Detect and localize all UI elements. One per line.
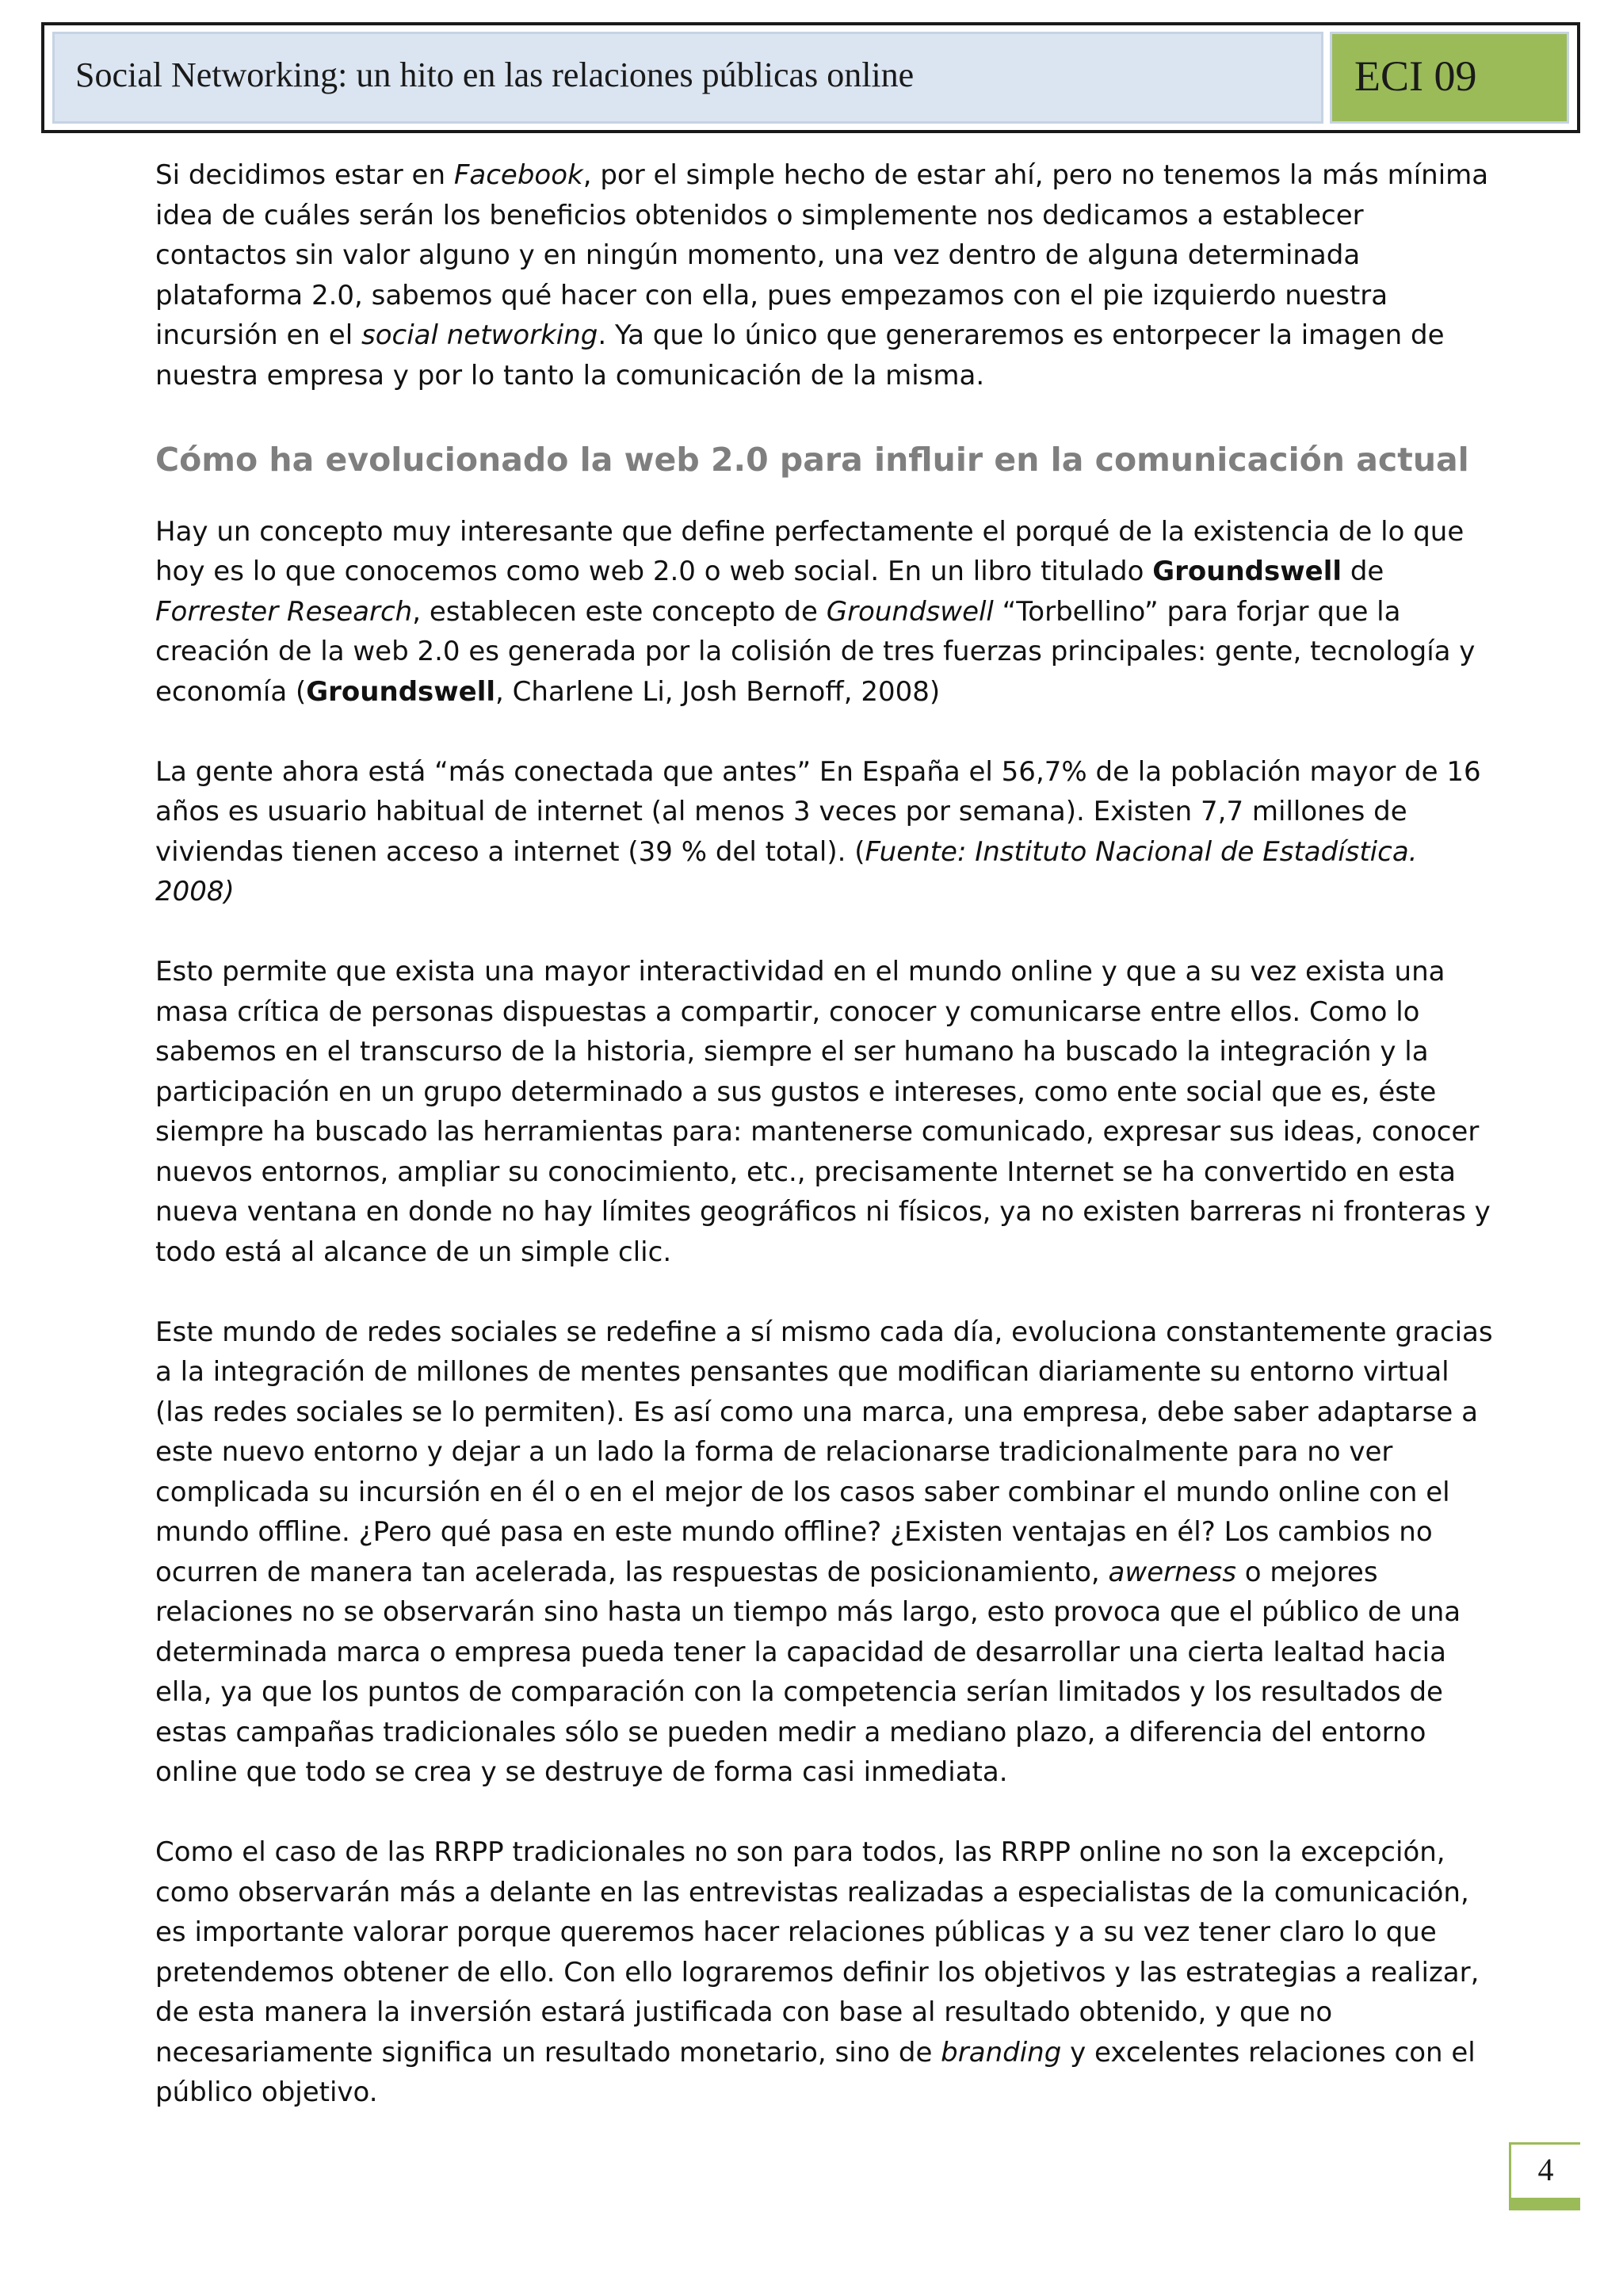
paragraph-6: Como el caso de las RRPP tradicionales no son para todos, las RRPP online no son la excepción, como observarán más a delante en las entrevistas realizadas a especialistas de la comunicación, es importante valorar porque queremos hacer relaciones públicas y a su vez tener claro lo que pretendemos obtener de ello. Con ello lograremos definir los objetivos y las estrategias a realizar, de esta manera la inversión estará justificada con base al resultado obtenido, y que no necesariamente significa un resultado monetario, sino de branding y excelentes relaciones con el público objetivo. <box>155 1836 1480 2108</box>
document-code: ECI 09 <box>1354 52 1477 100</box>
paragraph-3: La gente ahora está “más conectada que antes” En España el 56,7% de la población mayor de 16 años es usuario habitual de internet (al menos 3 veces por semana). Existen 7,7 millones de viviendas tienen acceso a internet (39 % del total). (Fuente: Instituto Nacional de Estadística. 2008) <box>155 755 1481 907</box>
bold-groundswell: Groundswell <box>1152 556 1342 587</box>
paragraph-2: Hay un concepto muy interesante que define perfectamente el porqué de la existencia de lo que hoy es lo que conocemos como web 2.0 o web social. En un libro titulado Groundswell de Forrester Research, establecen este concepto de Groundswell “Torbellino” para forjar que la creación de la web 2.0 es generada por la colisión de tres fuerzas principales: gente, tecnología y economía (Groundswell, Charlene Li, Josh Bernoff, 2008) <box>155 515 1476 708</box>
page-number-bar <box>1509 2198 1580 2210</box>
header-code-box <box>1330 32 1569 124</box>
paragraph-1: Si decidimos estar en Facebook, por el simple hecho de estar ahí, pero no tenemos la más mínima idea de cuáles serán los beneficios obtenidos o simplemente nos dedicamos a establecer contactos sin valor alguno y en ningún momento, una vez dentro de alguna determinada plataforma 2.0, sabemos qué hacer con ella, pues empezamos con el pie izquierdo nuestra incursión en el social networking. Ya que lo único que generaremos es entorpecer la imagen de nuestra empresa y por lo tanto la comunicación de la misma. <box>155 159 1489 392</box>
emphasis-awerness: awerness <box>1108 1556 1236 1588</box>
section-heading: Cómo ha evolucionado la web 2.0 para influir en la comunicación actual <box>155 440 1469 479</box>
page-number-box <box>1509 2142 1580 2198</box>
paragraph-5: Este mundo de redes sociales se redefine a sí mismo cada día, evoluciona constantemente gracias a la integración de millones de mentes pensantes que modifican diariamente su entorno virtual (las redes sociales se lo permiten). Es así como una marca, una empresa, debe saber adaptarse a este nuevo entorno y dejar a un lado la forma de relacionarse tradicionalmente para no ver complicada su incursión en él o en el mejor de los casos saber combinar el mundo online con el mundo offline. ¿Pero qué pasa en este mundo offline? ¿Existen ventajas en él? Los cambios no ocurren de manera tan acelerada, las respuestas de posicionamiento, awerness o mejores relaciones no se observarán sino hasta un tiempo más largo, esto provoca que el público de una determinada marca o empresa pueda tener la capacidad de desarrollar una cierta lealtad hacia ella, ya que los puntos de comparación con la competencia serían limitados y los resultados de estas campañas tradicionales sólo se pueden medir a mediano plazo, a diferencia del entorno online que todo se crea y se destruye de forma casi inmediata. <box>155 1316 1493 1788</box>
header-title-box <box>52 32 1323 124</box>
bold-groundswell-citation: Groundswell <box>306 675 496 708</box>
emphasis-forrester: Forrester Research <box>155 595 413 628</box>
emphasis-branding: branding <box>941 2036 1062 2069</box>
emphasis-source: Fuente: Instituto Nacional de Estadística. 2008) <box>155 835 1418 907</box>
paragraph-4: Esto permite que exista una mayor interactividad en el mundo online y que a su vez exista una masa crítica de personas dispuestas a compartir, conocer y comunicarse entre ellos. Como lo sabemos en el transcurso de la historia, siempre el ser humano ha buscado la integración y la participación en un grupo determinado a sus gustos e intereses, como ente social que es, éste siempre ha buscado las herramientas para: mantenerse comunicado, expresar sus ideas, conocer nuevos entornos, ampliar su conocimiento, etc., precisamente Internet se ha convertido en esta nueva ventana en donde no hay límites geográficos ni físicos, ya no existen barreras ni fronteras y todo está al alcance de un simple clic. <box>155 956 1491 1268</box>
document-body <box>155 155 1495 2153</box>
emphasis-social-networking: social networking <box>361 319 598 351</box>
emphasis-groundswell: Groundswell <box>826 595 994 628</box>
page-header <box>41 22 1580 133</box>
document-title: Social Networking: un hito en las relaciones públicas online <box>75 55 915 94</box>
page-number: 4 <box>1537 2152 1554 2187</box>
emphasis-facebook: Facebook <box>453 159 583 191</box>
